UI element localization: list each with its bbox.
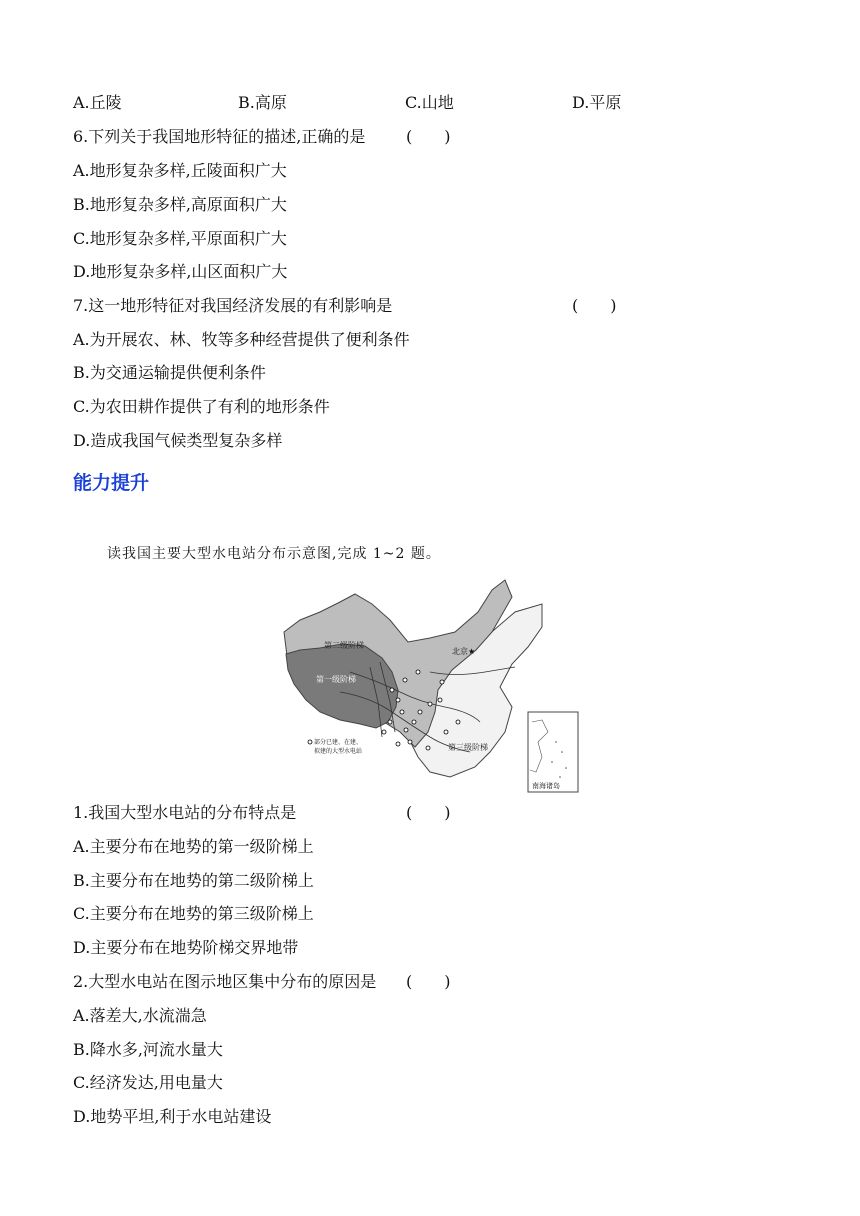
q7-answer-paren: ( ): [572, 296, 617, 315]
q7-option-a: A.为开展农、林、牧等多种经营提供了便利条件: [73, 330, 410, 349]
q6-answer-paren: ( ): [406, 127, 451, 146]
q1-option-c: C.主要分布在地势的第三级阶梯上: [73, 904, 314, 923]
section-title: 能力提升: [73, 472, 150, 494]
map-label-step3: 第三级阶梯: [448, 743, 488, 752]
map-legend-line1: 部分已建、在建、: [314, 739, 363, 746]
q2-stem: 2.大型水电站在图示地区集中分布的原因是: [73, 972, 377, 991]
q6-stem: 6.下列关于我国地形特征的描述,正确的是: [73, 127, 366, 146]
q1-option-d: D.主要分布在地势阶梯交界地带: [73, 938, 299, 957]
q5-option-d: D.平原: [572, 93, 622, 112]
map-label-step1: 第一级阶梯: [316, 675, 356, 684]
map-inset-label: 南海诸岛: [532, 782, 560, 790]
capital-star-icon: ★: [468, 647, 476, 656]
q1-option-b: B.主要分布在地势的第二级阶梯上: [73, 871, 314, 890]
map-intro-text: 读我国主要大型水电站分布示意图,完成 1~2 题。: [107, 546, 441, 562]
legend-station-icon: [308, 740, 312, 744]
map-label-step2: 第二级阶梯: [324, 641, 364, 650]
q2-option-d: D.地势平坦,利于水电站建设: [73, 1107, 272, 1126]
map-legend-line2: 拟建的大型水电站: [314, 748, 363, 755]
q6-option-b: B.地形复杂多样,高原面积广大: [73, 195, 287, 214]
q7-option-b: B.为交通运输提供便利条件: [73, 363, 266, 382]
q7-option-c: C.为农田耕作提供了有利的地形条件: [73, 397, 330, 416]
map-label-beijing: 北京: [452, 647, 468, 656]
q5-option-c: C.山地: [405, 93, 454, 112]
q2-option-a: A.落差大,水流湍急: [73, 1006, 207, 1025]
q1-stem: 1.我国大型水电站的分布特点是: [73, 803, 297, 822]
q6-option-c: C.地形复杂多样,平原面积广大: [73, 229, 287, 248]
q1-answer-paren: ( ): [406, 803, 451, 822]
q7-stem: 7.这一地形特征对我国经济发展的有利影响是: [73, 296, 393, 315]
q2-option-b: B.降水多,河流水量大: [73, 1040, 223, 1059]
q2-answer-paren: ( ): [406, 972, 451, 991]
map-inset-south-china-sea: [528, 712, 578, 792]
hydropower-map: [280, 572, 582, 794]
q5-option-b: B.高原: [238, 93, 287, 112]
q6-option-a: A.地形复杂多样,丘陵面积广大: [73, 161, 287, 180]
q7-option-d: D.造成我国气候类型复杂多样: [73, 431, 283, 450]
q5-option-a: A.丘陵: [73, 93, 122, 112]
q1-option-a: A.主要分布在地势的第一级阶梯上: [73, 837, 314, 856]
q2-option-c: C.经济发达,用电量大: [73, 1073, 223, 1092]
q6-option-d: D.地形复杂多样,山区面积广大: [73, 262, 288, 281]
